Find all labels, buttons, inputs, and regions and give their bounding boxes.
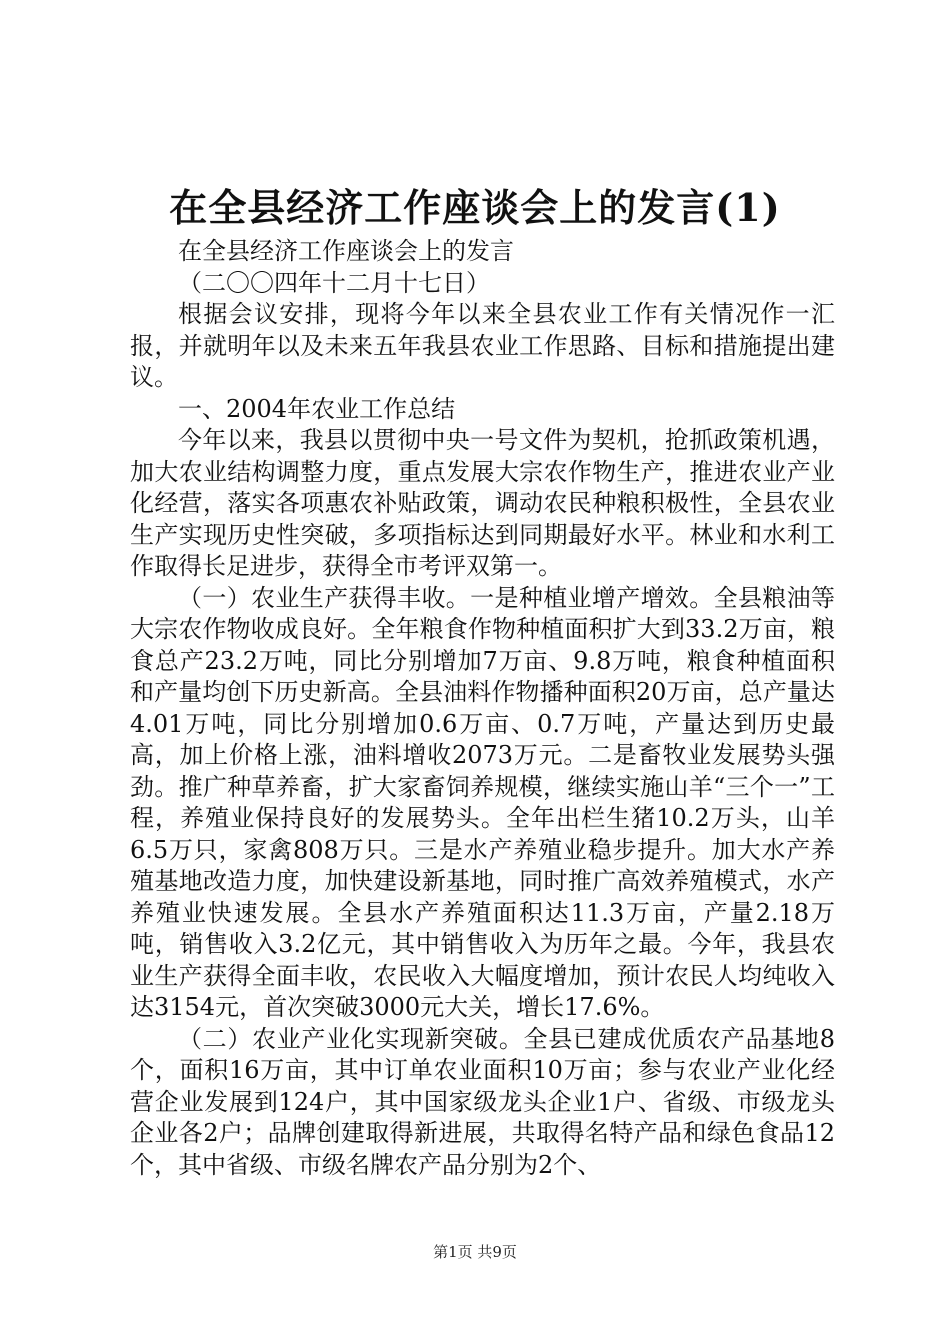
subtitle-paragraph: 在全县经济工作座谈会上的发言	[178, 237, 514, 265]
date-paragraph: （二〇〇四年十二月十七日）	[178, 268, 490, 297]
page-footer: 第1页 共9页	[433, 1243, 517, 1261]
industrialization-paragraph: （二）农业产业化实现新突破。全县已建成优质农产品基地8个，面积16万亩，其中订单农业面积10万亩；参与农业产业化经营企业发展到124户，其中国家级龙头企业1户、省级、市级龙头企业各2户；品牌创建取得新进展，共取得名特产品和绿色食品12个，其中省级、市级名牌农产品分别为2个、	[130, 1024, 835, 1179]
document-title: 在全县经济工作座谈会上的发言(1)	[169, 185, 781, 230]
document-body	[130, 236, 835, 1181]
section-heading: 一、2004年农业工作总结	[178, 394, 456, 423]
intro-paragraph: 根据会议安排，现将今年以来全县农业工作有关情况作一汇报，并就明年以及未来五年我县农业工作思路、目标和措施提出建议。	[130, 300, 835, 391]
summary-paragraph: 今年以来，我县以贯彻中央一号文件为契机，抢抓政策机遇，加大农业结构调整力度，重点发展大宗农作物生产，推进农业产业化经营，落实各项惠农补贴政策，调动农民种粮积极性，全县农业生产实现历史性突破，多项指标达到同期最好水平。林业和水利工作取得长足进步，获得全市考评双第一。	[130, 426, 835, 580]
harvest-paragraph: （一）农业生产获得丰收。一是种植业增产增效。全县粮油等大宗农作物收成良好。全年粮食作物种植面积扩大到33.2万亩，粮食总产23.2万吨，同比分别增加7万亩、9.8万吨，粮食种植面积和产量均创下历史新高。全县油料作物播种面积20万亩，总产量达4.01万吨，同比分别增加0.6万亩、0.7万吨，产量达到历史最高，加上价格上涨，油料增收2073万元。二是畜牧业发展势头强劲。推广种草养畜，扩大家畜饲养规模，继续实施山羊“三个一”工程，养殖业保持良好的发展势头。全年出栏生猪10.2万头，山羊6.5万只，家禽808万只。三是水产养殖业稳步提升。加大水产养殖基地改造力度，加快建设新基地，同时推广高效养殖模式，水产养殖业快速发展。全县水产养殖面积达11.3万亩，产量2.18万吨，销售收入3.2亿元，其中销售收入为历年之最。今年，我县农业生产获得全面丰收，农民收入大幅度增加，预计农民人均纯收入达3154元，首次突破3000元大关，增长17.6%。	[130, 583, 835, 1021]
